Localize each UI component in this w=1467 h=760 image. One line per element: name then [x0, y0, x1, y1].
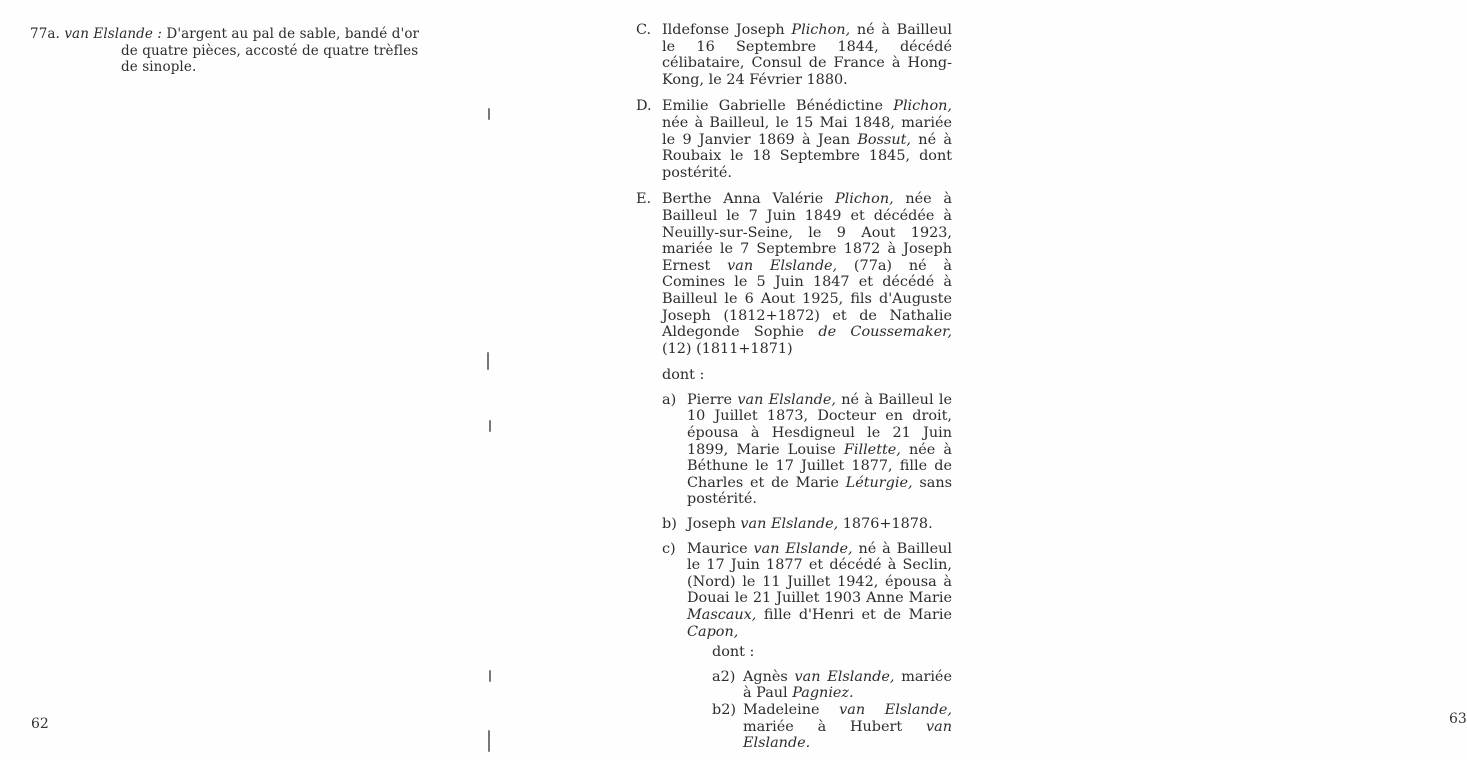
grandchild-marker: a2) [712, 668, 736, 685]
child-italic: Capon, [687, 623, 739, 640]
child-text: Pierre [687, 391, 738, 408]
entry-text: né à Roubaix le 18 Septembre 1845, dont postérité. [662, 131, 952, 181]
heraldry-family-name: van Elslande [64, 26, 153, 42]
entry-text: Emilie Gabrielle Bénédictine [662, 98, 894, 115]
left-page [0, 0, 500, 760]
child-italic: van Elslande, [737, 391, 836, 408]
genealogy-entries [636, 22, 952, 760]
heraldry-line-3: de sinople. [121, 59, 197, 75]
child-b [662, 516, 952, 533]
entry-text: née à Bailleul, le 15 Mai 1848, mariée le 9 Janvier 1869 à Jean [662, 114, 952, 148]
child-text: né à Bailleul le 10 Juillet 1873, Docteur en droit, épousa à Hesdigneul le 21 Juin 1899, Marie Louise [687, 391, 952, 458]
heraldry-line-1: D'argent au pal de sable, bandé d'or [166, 26, 420, 42]
grandchild-marker: b2) [712, 701, 736, 718]
entry-marker: D. [636, 98, 652, 115]
child-italic: van Elslande, [740, 516, 839, 533]
page-number-right: 63 [1449, 711, 1467, 727]
entry-text: (77a) né à Comines le 5 Juin 1847 et décédé à Bailleul le 6 Aout 1925, fils d'Auguste Joseph (1812+1872) et de Nathalie Aldegonde Sophie [662, 257, 952, 341]
entry-text: (12) (1811+1871) [662, 340, 793, 357]
entry-marker: E. [636, 191, 652, 208]
child-italic: Fillette, [843, 441, 901, 458]
entry-italic: Plichon, [791, 22, 851, 38]
child-text: née à Béthune le 17 Juillet 1877, fille de Charles et de Marie [687, 441, 952, 491]
entry-text: Berthe Anna Valérie [662, 191, 835, 208]
heraldry-label: 77a. [30, 26, 60, 42]
children-list [636, 392, 952, 752]
entry-italic: de Coussemaker, [818, 324, 952, 341]
grandchild-text: mariée à Hubert [743, 718, 927, 735]
grandchild-text: Madeleine [743, 701, 840, 718]
child-italic: van Elslande, [753, 540, 853, 557]
child-c [662, 541, 952, 752]
child-text: fille d'Henri et de Marie [756, 607, 952, 623]
entry-text: née à Bailleul le 7 Juin 1849 et décédée à Neuilly-sur-Seine, le 9 Aout 1923, mariée le 7 Septembre 1872 à Joseph Ernest [662, 191, 952, 274]
dont-label-2: dont : [712, 644, 755, 661]
entry-e [636, 191, 952, 357]
child-text: sans postérité. [687, 474, 952, 508]
child-text: né à Bailleul le 17 Juin 1877 et décédé à Seclin, (Nord) le 11 Juillet 1942, épousa à Douai le 21 Juillet 1903 Anne Marie [687, 540, 952, 607]
child-text: Maurice [687, 540, 754, 557]
entry-italic: Plichon, [834, 191, 894, 208]
child-italic: Mascaux, [687, 607, 757, 623]
entry-italic: Plichon, [893, 98, 952, 115]
right-page [512, 0, 1467, 760]
grandchild-a2 [712, 669, 952, 702]
dont-label: dont : [662, 367, 705, 384]
child-marker: b) [662, 516, 677, 533]
heraldry-entry [30, 26, 420, 76]
grandchild-italic: van Elslande, [794, 668, 895, 685]
grandchild-italic: Pagniez. [792, 685, 854, 702]
grandchild-text: mariée à Paul [743, 668, 952, 702]
entry-text: Ildefonse Joseph [662, 22, 792, 38]
grandchildren-list [687, 669, 952, 752]
child-italic: Léturgie, [845, 474, 913, 491]
entry-text: né à Bailleul le 16 Septembre 1844, décédé célibataire, Consul de France à Hong-Kong, le 24 Février 1880. [662, 22, 953, 88]
page-number-left: 62 [31, 716, 49, 732]
heraldry-separator: : [152, 26, 167, 42]
entry-marker: C. [636, 22, 652, 38]
grandchild-italic: van Elslande, [839, 701, 952, 718]
child-a [662, 392, 952, 508]
grandchild-b2 [712, 702, 952, 752]
heraldry-line-2: de quatre pièces, accosté de quatre trèfles [121, 42, 419, 59]
child-text: Joseph [687, 516, 741, 533]
entry-italic: van Elslande, [727, 257, 838, 274]
entry-italic: Bossut, [857, 131, 911, 148]
child-text: 1876+1878. [838, 516, 933, 533]
grandchild-italic: van Elslande. [743, 718, 952, 752]
entry-d [636, 98, 952, 181]
child-marker: c) [662, 540, 676, 557]
entry-c [636, 22, 952, 88]
grandchild-text: Agnès [743, 668, 795, 685]
child-marker: a) [662, 391, 677, 408]
